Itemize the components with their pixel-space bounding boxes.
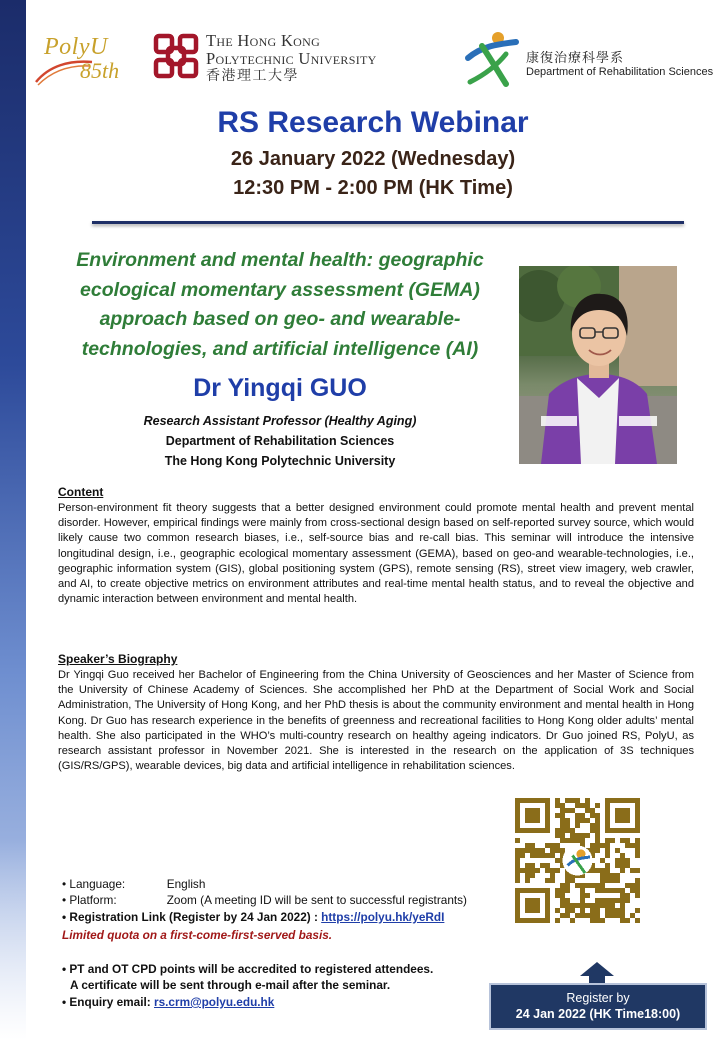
speaker-role: Research Assistant Professor (Healthy Aging) — [143, 414, 417, 428]
speaker-name: Dr Yingqi GUO — [193, 374, 367, 402]
polyu-anniv-text: PolyU — [44, 34, 108, 60]
polyu-name-line1: The Hong Kong — [206, 31, 321, 50]
talk-title-line: ecological momentary assessment (GEMA) — [80, 278, 480, 301]
webinar-time: 12:30 PM - 2:00 PM (HK Time) — [233, 177, 513, 199]
polyu-name-zh: 香港理工大學 — [206, 69, 299, 84]
bullet: • — [62, 877, 67, 891]
biography-heading: Speaker’s Biography — [58, 652, 178, 666]
bullet: • — [62, 893, 67, 907]
webinar-date: 26 January 2022 (Wednesday) — [230, 148, 516, 170]
talk-title-line: approach based on geo- and wearable- — [99, 308, 461, 330]
speaker-department: Department of Rehabilitation Sciences — [165, 434, 395, 448]
platform-label: Platform: — [69, 893, 117, 907]
info-registration — [62, 910, 444, 924]
quota-note: Limited quota on a first-come-first-served basis. — [62, 928, 333, 942]
bullet: • — [62, 995, 67, 1009]
talk-title — [50, 246, 510, 364]
talk-title-line: Environment and mental health: geographic — [76, 249, 484, 271]
language-label: Language: — [69, 877, 126, 891]
bullet: • — [62, 910, 67, 924]
department-wordmark — [526, 50, 713, 79]
registration-label: Registration Link (Register by 24 Jan 2022) : — [69, 910, 322, 924]
polyu-emblem-icon — [150, 30, 202, 82]
registration-link[interactable]: https://polyu.hk/yeRdI — [321, 910, 445, 924]
platform-value: Zoom (A meeting ID will be sent to successful registrants) — [166, 893, 467, 907]
enquiry-label: Enquiry email: — [69, 995, 154, 1009]
info-cpd — [62, 962, 433, 976]
info-enquiry — [62, 995, 274, 1009]
biography-body: Dr Yingqi Guo received her Bachelor of Engineering from the China University of Geosciences and her Master of Science from the University of Chinese Academy of Sciences. She accomplished her PhD at the Department of Social Work and Social Administration, The University of Hong Kong, and her PhD thesis is about the community environment and mental health in Hong Kong. Dr Guo has research experience in the benefits of greenness and recreational facilities to Hong Kong older adults’ mental health. She also participated in the WHO’s multi-country research on healthy ageing indicators. Dr Guo joined RS, PolyU, as research assistant professor in November 2021. She is interested in the research on the application of 3S techniques (GIS/RS/GPS), wearable devices, big data and artificial intelligence in rehabilitation sciences. — [58, 669, 694, 773]
content-heading: Content — [58, 485, 104, 499]
enquiry-email-link[interactable]: rs.crm@polyu.edu.hk — [154, 995, 275, 1009]
info-language — [62, 877, 205, 891]
title-divider — [92, 221, 684, 224]
polyu-85th-logo — [34, 34, 142, 84]
content-body: Person-environment fit theory suggests that a better designed environment could promote mental health and prevent mental disorder. However, empirical findings were mainly from cross-sectional design based on self-reported survey source, which would likely cause two common research biases, i.e., self-source bias and re-call bias. This seminar will introduce the intensive longitudinal design, i.e., geographic ecological momentary assessment (GEMA), based on geo-and wearable-technologies, i.e., geographic information system (GIS), global positioning system (GPS), remote sensing (RS), street view imagery, web crawler, and AI, to create objective metrics on environment attributes and real-time mental health status, and to reveal the objective and dynamic interaction between environment and mental health. — [58, 502, 694, 606]
talk-title-line: technologies, and artificial intelligence (AI) — [81, 337, 479, 360]
anniv-85th-text: 85th — [80, 58, 120, 83]
bullet: • — [62, 962, 67, 976]
polyu-name-line2: Polytechnic University — [206, 49, 377, 68]
speaker-photo — [519, 266, 677, 464]
language-value: English — [166, 877, 206, 891]
cpd-line1: PT and OT CPD points will be accredited to registered attendees. — [69, 962, 434, 976]
rehab-sciences-logo — [462, 28, 522, 90]
left-bar-fade — [0, 840, 26, 1040]
dept-name-en: Department of Rehabilitation Sciences — [526, 66, 714, 78]
dept-name-zh: 康復治療科學系 — [526, 50, 625, 65]
qr-code[interactable] — [515, 798, 640, 923]
webinar-title: RS Research Webinar — [217, 106, 529, 139]
register-deadline: 24 Jan 2022 (HK Time18:00) — [515, 1007, 681, 1021]
info-platform — [62, 893, 467, 907]
speaker-university: The Hong Kong Polytechnic University — [164, 454, 396, 468]
register-by-label: Register by — [566, 991, 630, 1005]
polyu-wordmark — [206, 32, 377, 85]
register-by-box — [489, 983, 707, 1030]
cpd-line2: A certificate will be sent through e-mail after the seminar. — [70, 978, 391, 992]
